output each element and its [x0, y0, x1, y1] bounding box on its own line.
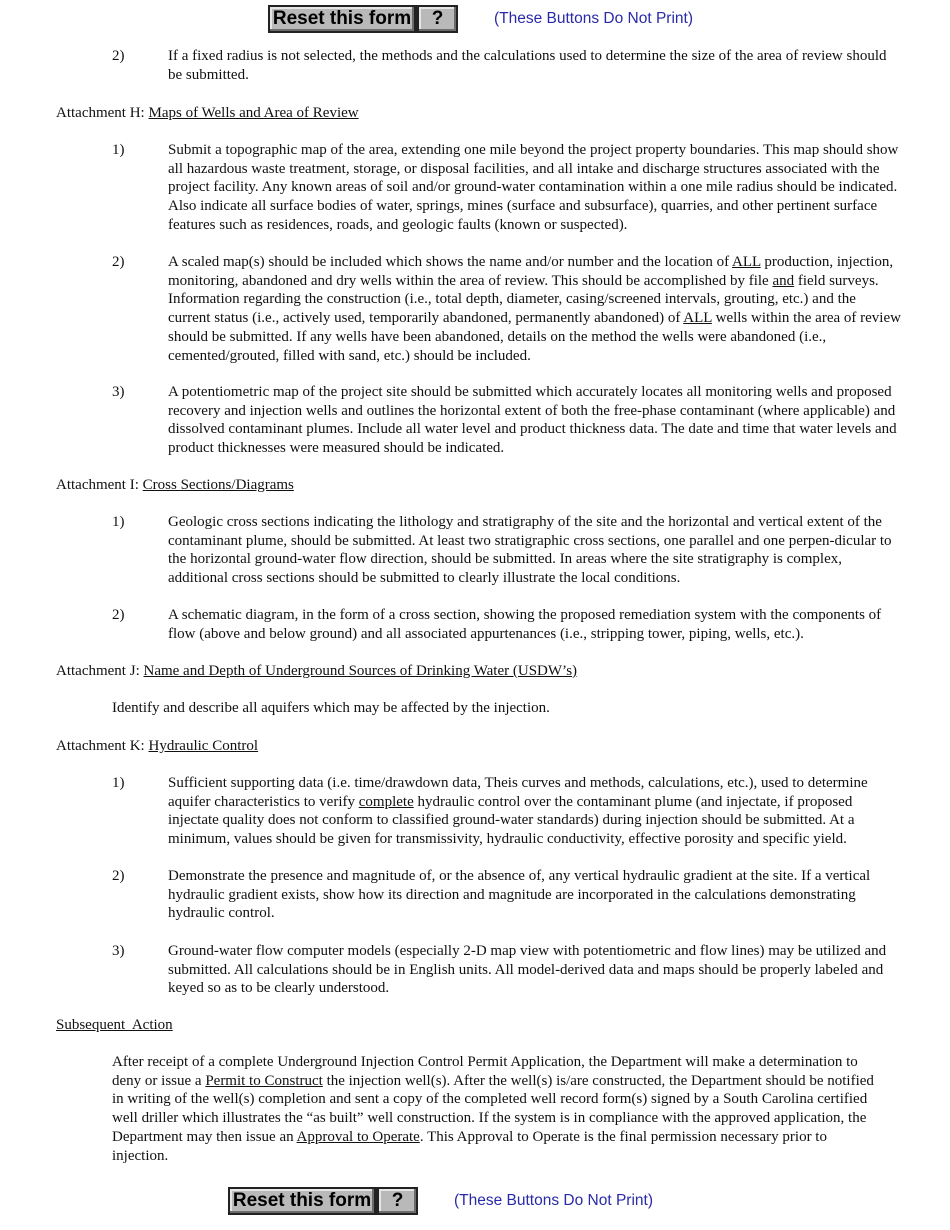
help-button[interactable]: ? [376, 1187, 418, 1215]
section-title: Subsequent Action [56, 1017, 173, 1033]
approval-to-operate: Approval to Operate [296, 1128, 420, 1145]
attachment-j-body: Identify and describe all aquifers which may be affected by the injection. [112, 700, 550, 716]
item-text: A scaled map(s) should be included which shows the name and/or number and the location of ALL production, injection, monitoring, abandoned and dry wells within the area of review. This should be accomplished by file and field surveys. Information regarding the construction (i.e., total depth, diameter, casing/screened intervals, grouting, etc.) and the current status (i.e., actively used, temporarily abandoned, permanently abandoned) of ALL wells within the area of review should be submitted. If any wells have been abandoned, details on the method the wells were abandoned (i.e., cemented/grouted, filled with sand, etc.) should be included. [168, 254, 901, 364]
attachment-prefix: Attachment H: [56, 105, 149, 121]
item-text: Geologic cross sections indicating the lithology and stratigraphy of the site and the horizontal and vertical extent of the contaminant plume, should be submitted. At least two stratigraphic cross sections, one parallel and one perpen-dicular to the horizontal ground-water flow direction, should be submitted. In areas where the site stratigraphy is complex, additional cross sections should be submitted to clearly illustrate the local conditions. [168, 514, 892, 587]
item-number: 3) [112, 384, 125, 400]
attachment-title: Name and Depth of Underground Sources of Drinking Water (USDW’s) [143, 663, 578, 679]
item-number: 2) [112, 254, 125, 270]
help-button[interactable]: ? [416, 5, 458, 33]
attachment-i-heading [56, 476, 294, 495]
attachment-prefix: Attachment J: [56, 663, 144, 679]
list-item [112, 867, 902, 923]
no-print-note: (These Buttons Do Not Print) [494, 9, 693, 27]
emphasis-and: and [772, 272, 795, 289]
emphasis-complete: complete [358, 793, 414, 810]
attachment-title: Cross Sections/Diagrams [142, 477, 294, 493]
subsequent-action-heading [56, 1016, 173, 1035]
item-text: A potentiometric map of the project site should be submitted which accurately locates all monitoring wells and proposed recovery and injection wells and outlines the horizontal extent of both the free-phase contaminant (where applicable) and dissolved contaminant plumes. Include all water level and product thickness data. The date and time that water levels and product thicknesses were measured should be indicated. [168, 384, 897, 457]
list-item [112, 141, 902, 235]
subsequent-action-body: After receipt of a complete Underground Injection Control Permit Application, the Department will make a determination to deny or issue a Permit to Construct the injection well(s). After the well(s) is/are constructed, the Department should be notified in writing of the well(s) completion and sent a copy of the completed well record form(s) signed by a South Carolina certified well driller which illustrates the “as built” well construction. If the system is in compliance with the approved application, the Department may then issue an Approval to Operate. This Approval to Operate is the final permission necessary prior to injection. [112, 1054, 874, 1164]
item-number: 1) [112, 514, 125, 530]
item-number: 2) [112, 868, 125, 884]
attachment-prefix: Attachment K: [56, 738, 149, 754]
item-text: Sufficient supporting data (i.e. time/drawdown data, Theis curves and methods, calculations, etc.), used to determine aquifer characteristics to verify complete hydraulic control over the contaminant plume (and injectate, if proposed injectate quality does not conform to classified ground-water standards) during injection should be submitted. At a minimum, values should be given for transmissivity, hydraulic conductivity, effective porosity and specific yield. [168, 775, 868, 848]
reset-form-button[interactable]: Reset this form [228, 1187, 376, 1215]
attachment-h-heading [56, 104, 359, 123]
top-button-bar [268, 5, 693, 33]
emphasis-all: ALL [683, 310, 712, 327]
item-text: Ground-water flow computer models (especially 2-D map view with potentiometric and flow lines) may be utilized and submitted. All calculations should be in English units. All model-derived data and maps should be properly labeled and keyed so as to be clearly understood. [168, 943, 887, 997]
reset-form-button[interactable]: Reset this form [268, 5, 416, 33]
item-text: If a fixed radius is not selected, the methods and the calculations used to determine the size of the area of review should be submitted. [168, 48, 887, 83]
item-number: 3) [112, 943, 125, 959]
item-text: Demonstrate the presence and magnitude of, or the absence of, any vertical hydraulic gradient at the site. If a vertical hydraulic gradient exists, show how its direction and magnitude are incorporated in the calculations demonstrating hydraulic control. [168, 868, 871, 922]
attachment-title: Hydraulic Control [148, 738, 259, 754]
attachment-title: Maps of Wells and Area of Review [148, 105, 359, 121]
list-item [112, 513, 902, 588]
list-item [112, 383, 902, 458]
emphasis-all: ALL [732, 254, 761, 270]
item-number: 2) [112, 48, 125, 64]
no-print-note: (These Buttons Do Not Print) [454, 1191, 653, 1209]
attachment-prefix: Attachment I: [56, 477, 143, 493]
list-item [112, 253, 902, 365]
item-number: 1) [112, 142, 125, 158]
attachment-k-heading [56, 737, 258, 756]
list-item [112, 942, 902, 998]
attachment-j-heading [56, 662, 577, 681]
list-item [112, 606, 902, 643]
list-item [112, 47, 902, 84]
bottom-button-bar [228, 1187, 653, 1215]
list-item [112, 774, 902, 849]
item-text: Submit a topographic map of the area, extending one mile beyond the project property boundaries. This map should show all hazardous waste treatment, storage, or disposal facilities, and all intake and discharge structures associated with the project facility. Any known areas of soil and/or ground-water contamination within a one mile radius should be indicated. Also indicate all surface bodies of water, springs, mines (surface and subsurface), quarries, and other pertinent surface features such as residences, roads, and geologic faults (known or suspected). [168, 142, 899, 233]
permit-to-construct: Permit to Construct [205, 1072, 323, 1089]
item-number: 2) [112, 607, 125, 623]
item-text: A schematic diagram, in the form of a cross section, showing the proposed remediation system with the components of flow (above and below ground) and all associated appurtenances (i.e., stripping tower, piping, wells, etc.). [168, 607, 882, 642]
item-number: 1) [112, 775, 125, 791]
